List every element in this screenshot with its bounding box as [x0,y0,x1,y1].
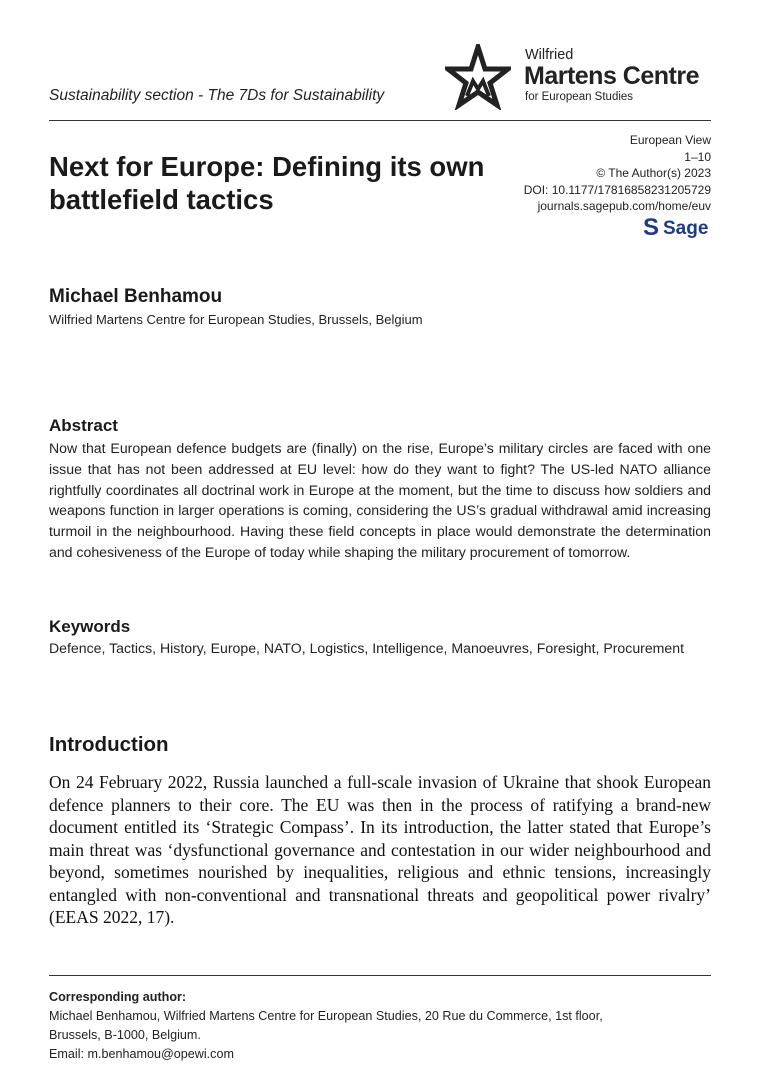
doi-link[interactable]: DOI: 10.1177/17816858231205729 [523,182,711,197]
corresponding-author-email[interactable]: Email: m.benhamou@opewi.com [49,1047,234,1061]
abstract-text: Now that European defence budgets are (finally) on the rise, Europe’s military circles are faced with one issue that has not been addressed at EU level: how do they want to fight? The US-led NATO alliance rightfully coordinates all doctrinal work in Europe at the moment, but the time to discuss how soldiers and weapons function in larger operations is coming, considering the US’s gradual withdrawal amid increasing turmoil in the neighbourhood. Having these field concepts in place would demonstrate the determination and cohesiveness of the Europe of today while shaping the military procurement of tomorrow. [49,440,711,560]
keywords-text: Defence, Tactics, History, Europe, NATO, Logistics, Intelligence, Manoeuvres, Foresight, Procurement [49,640,685,656]
introduction-text: On 24 February 2022, Russia launched a full-scale invasion of Ukraine that shook European defence planners to their core. The EU was then in the process of ratifying a brand-new document entitled its ‘Strategic Compass’. In its introduction, the latter stated that Europe’s main threat was ‘dysfunctional governance and contestation in our wider neighbourhood and beyond, sometimes nourished by inequalities, religious and ethnic tensions, increasingly entangled with non-conventional and transnational threats and geopolitical power rivalry’ (EEAS 2022, 17). [49,772,711,927]
logo-subtitle-text: for European Studies [525,91,634,103]
sage-logo[interactable] [643,216,713,240]
article-title: Next for Europe: Defining its own battlefield tactics [49,151,485,215]
sage-logo-text: Sage [663,218,709,239]
footer-divider [49,975,711,976]
corresponding-author-heading: Corresponding author: [49,990,187,1004]
author-name: Michael Benhamou [49,286,223,307]
logo-wilfried-text: Wilfried [525,47,574,63]
section-label: Sustainability section - The 7Ds for Sustainability [49,87,385,104]
page-range: 1–10 [684,149,711,164]
star-icon [445,44,511,110]
corresponding-author-block [49,988,711,1064]
header-divider [49,120,711,121]
journal-url-link[interactable]: journals.sagepub.com/home/euv [537,199,711,213]
introduction-heading: Introduction [49,733,169,756]
martens-centre-logo[interactable] [445,44,715,110]
copyright-line: © The Author(s) 2023 [596,166,711,180]
abstract-heading: Abstract [49,416,118,435]
author-affiliation: Wilfried Martens Centre for European Studies, Brussels, Belgium [49,312,423,327]
corresponding-author-address-1: Michael Benhamou, Wilfried Martens Centre for European Studies, 20 Rue du Commerce, 1st floor, [49,1009,603,1023]
sage-s-icon: S [643,214,660,241]
article-meta [524,132,711,215]
corresponding-author-address-2: Brussels, B-1000, Belgium. [49,1028,201,1042]
journal-name: European View [629,133,711,147]
keywords-heading: Keywords [49,617,131,636]
logo-martens-centre-text: Martens Centre [524,62,699,90]
